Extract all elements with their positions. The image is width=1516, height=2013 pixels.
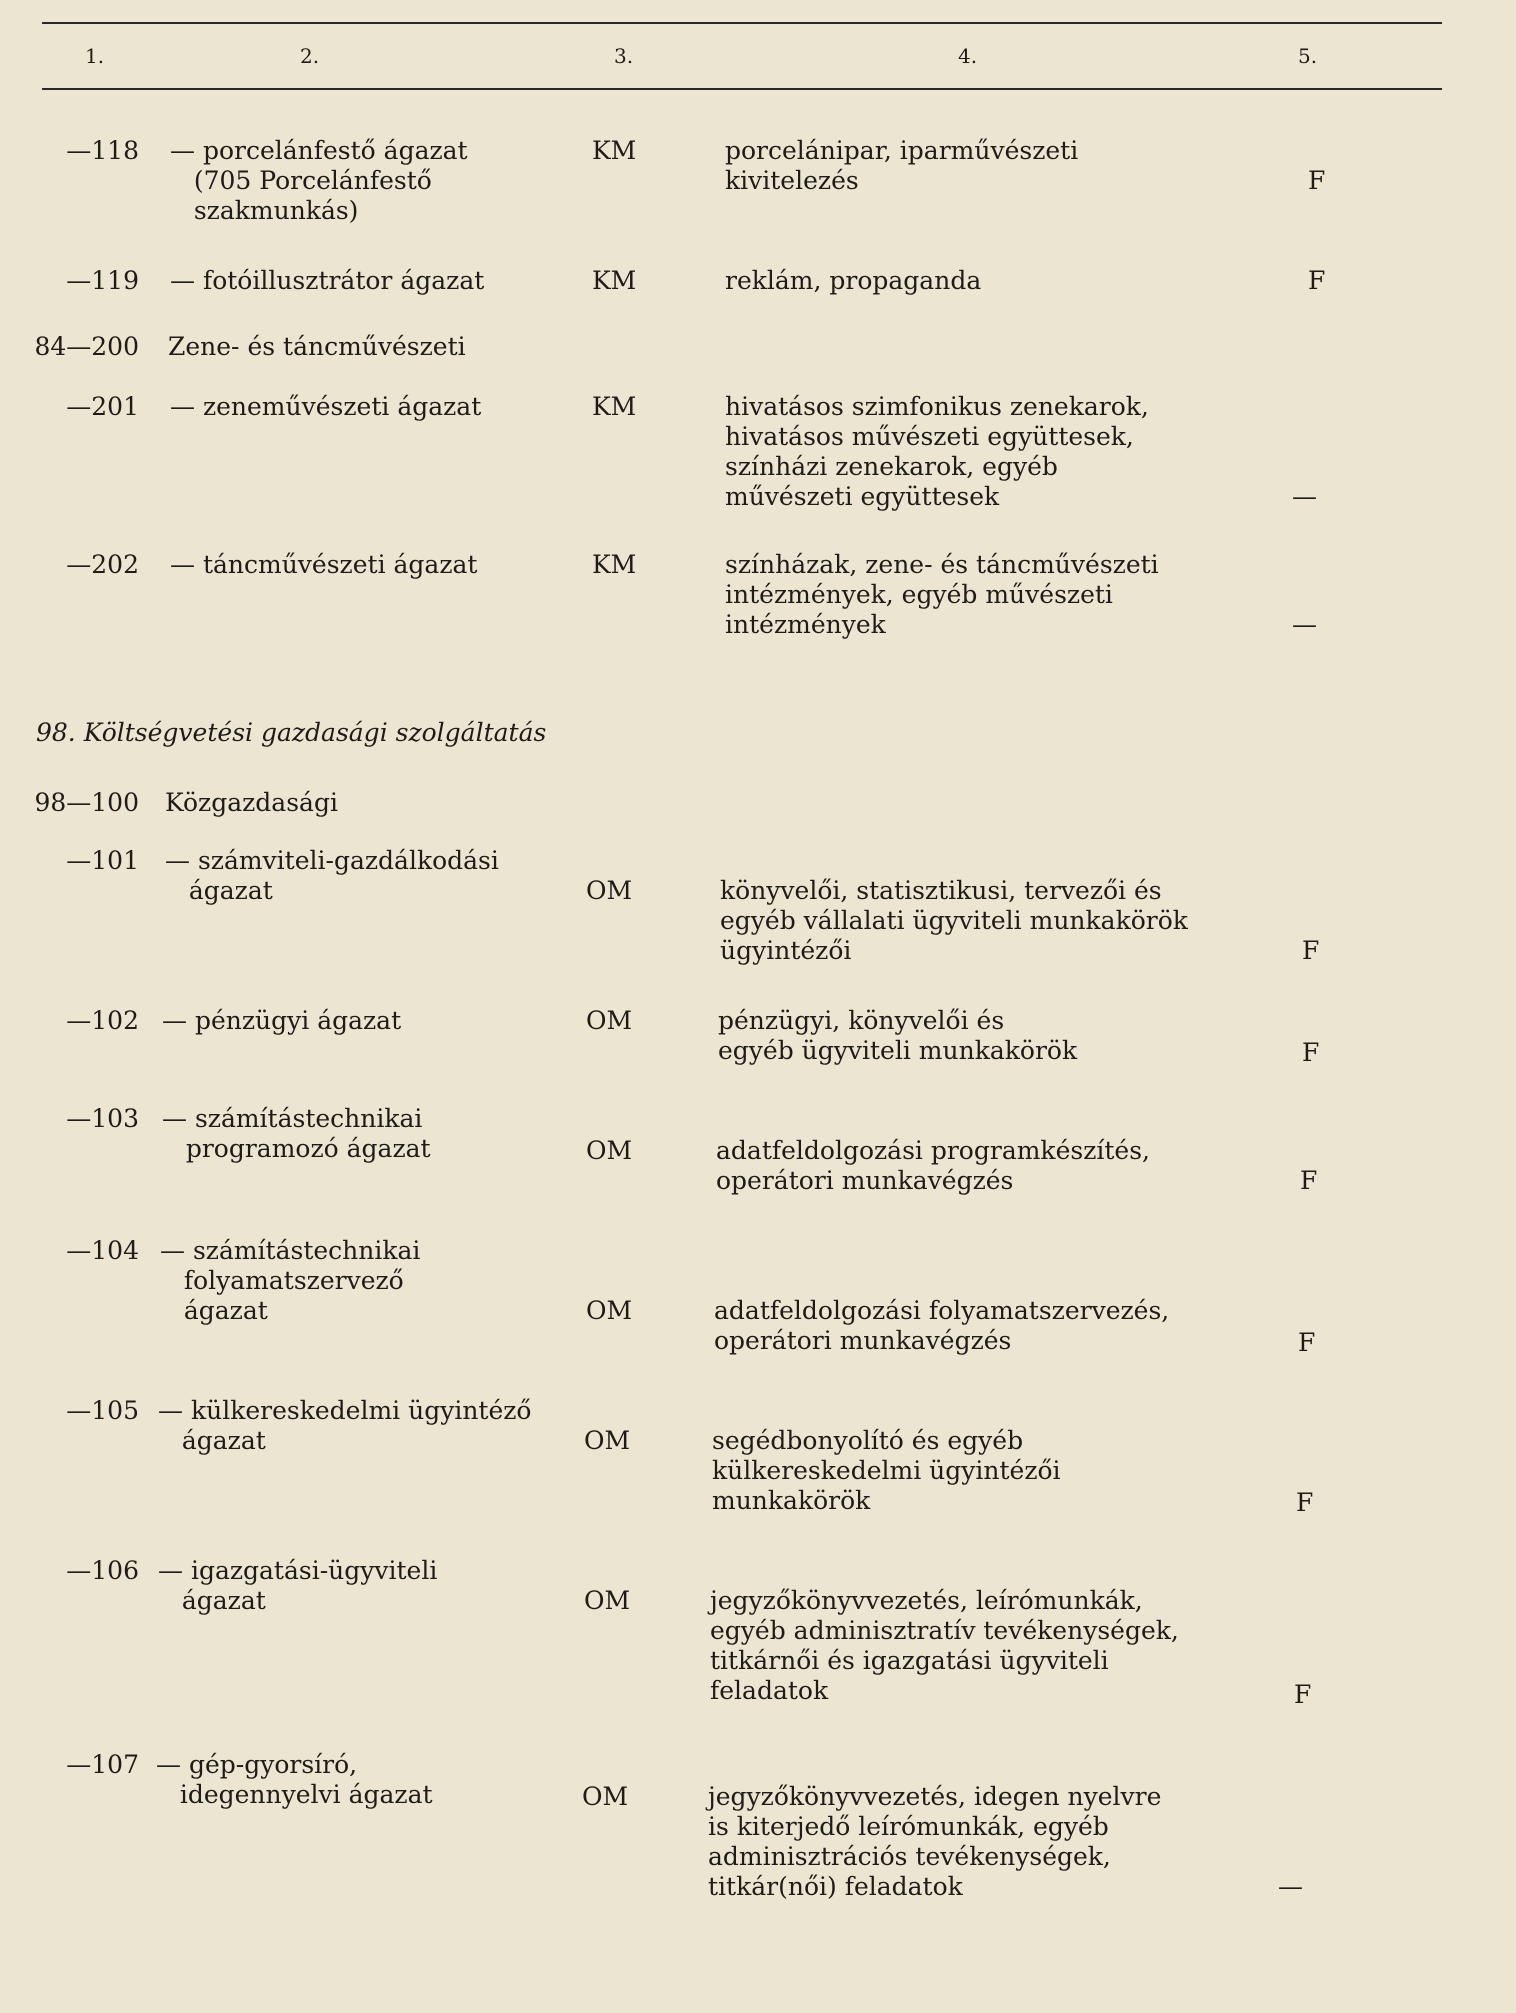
row-name: — fotóillusztrátor ágazat [170, 266, 485, 295]
row-type: OM [586, 876, 633, 905]
row-area: pénzügyi, könyvelői és egyéb ügyviteli munkakörök [718, 1006, 1078, 1065]
row-code: —102 [66, 1006, 139, 1035]
row-type: OM [586, 1296, 633, 1325]
row-area: jegyzőkönyvvezetés, leírómunkák, egyéb adminisztratív tevékenységek, titkárnői és igazgatási ügyviteli feladatok [710, 1586, 1179, 1705]
row-area: színházak, zene- és táncművészeti intézmények, egyéb művészeti intézmények [725, 550, 1159, 639]
row-area: könyvelői, statisztikusi, tervezői és egyéb vállalati ügyviteli munkakörök ügyintézői [720, 876, 1188, 965]
header-bottom-rule [42, 88, 1442, 90]
row-code: —118 [66, 136, 139, 165]
row-flag: F [1302, 936, 1320, 965]
row-code: —201 [66, 392, 139, 421]
row-code: —104 [66, 1236, 139, 1265]
row-code: —103 [66, 1104, 139, 1133]
row-type: KM [592, 550, 637, 579]
row-area: adatfeldolgozási folyamatszervezés, operátori munkavégzés [714, 1296, 1170, 1355]
row-area: porcelánipar, iparművészeti kivitelezés [725, 136, 1079, 195]
column-header-2: 2. [300, 44, 320, 68]
header-top-rule [42, 22, 1442, 24]
row-code: —202 [66, 550, 139, 579]
row-name: — igazgatási-ügyviteli ágazat [158, 1556, 438, 1615]
row-flag: F [1308, 166, 1326, 195]
row-name: — gép-gyorsíró, idegennyelvi ágazat [156, 1750, 433, 1809]
row-name: — pénzügyi ágazat [162, 1006, 402, 1035]
row-area: jegyzőkönyvvezetés, idegen nyelvre is kiterjedő leírómunkák, egyéb adminisztrációs tevékenységek, titkár(női) feladatok [708, 1782, 1162, 1901]
row-flag: F [1308, 266, 1326, 295]
row-code: —106 [66, 1556, 139, 1585]
group-name: Közgazdasági [165, 788, 338, 817]
row-code: —105 [66, 1396, 139, 1425]
column-header-5: 5. [1298, 44, 1318, 68]
row-flag: F [1300, 1166, 1318, 1195]
row-type: OM [586, 1136, 633, 1165]
row-name: — külkereskedelmi ügyintéző ágazat [158, 1396, 532, 1455]
group-name: Zene- és táncművészeti [168, 332, 466, 361]
section-title: 98. Költségvetési gazdasági szolgáltatás [36, 718, 547, 747]
row-area: reklám, propaganda [725, 266, 982, 295]
row-name: — táncművészeti ágazat [170, 550, 478, 579]
row-type: KM [592, 266, 637, 295]
row-code: —107 [66, 1750, 139, 1779]
column-header-3: 3. [614, 44, 634, 68]
row-area: adatfeldolgozási programkészítés, operátori munkavégzés [716, 1136, 1150, 1195]
row-type: OM [582, 1782, 629, 1811]
row-name: — számviteli-gazdálkodási ágazat [165, 846, 499, 905]
row-type: KM [592, 136, 637, 165]
row-flag: F [1298, 1328, 1316, 1357]
row-flag: F [1296, 1488, 1314, 1517]
row-flag: — [1292, 610, 1317, 639]
group-code: 84—200 [34, 332, 139, 361]
row-flag: F [1294, 1680, 1312, 1709]
row-flag: — [1292, 482, 1317, 511]
row-flag: F [1302, 1038, 1320, 1067]
row-code: —119 [66, 266, 139, 295]
row-flag: — [1278, 1872, 1303, 1901]
row-type: OM [584, 1426, 631, 1455]
row-code: —101 [66, 846, 139, 875]
row-type: OM [586, 1006, 633, 1035]
row-name: — porcelánfestő ágazat (705 Porcelánfestő szakmunkás) [170, 136, 468, 225]
column-header-4: 4. [958, 44, 978, 68]
row-area: segédbonyolító és egyéb külkereskedelmi ügyintézői munkakörök [712, 1426, 1061, 1515]
row-type: OM [584, 1586, 631, 1615]
row-area: hivatásos szimfonikus zenekarok, hivatásos művészeti együttesek, színházi zenekarok, egyéb művészeti együttesek [725, 392, 1149, 511]
column-header-1: 1. [85, 44, 105, 68]
row-name: — zeneművészeti ágazat [170, 392, 482, 421]
group-code: 98—100 [34, 788, 139, 817]
row-name: — számítástechnikai programozó ágazat [162, 1104, 431, 1163]
row-type: KM [592, 392, 637, 421]
row-name: — számítástechnikai folyamatszervező ágazat [160, 1236, 421, 1325]
